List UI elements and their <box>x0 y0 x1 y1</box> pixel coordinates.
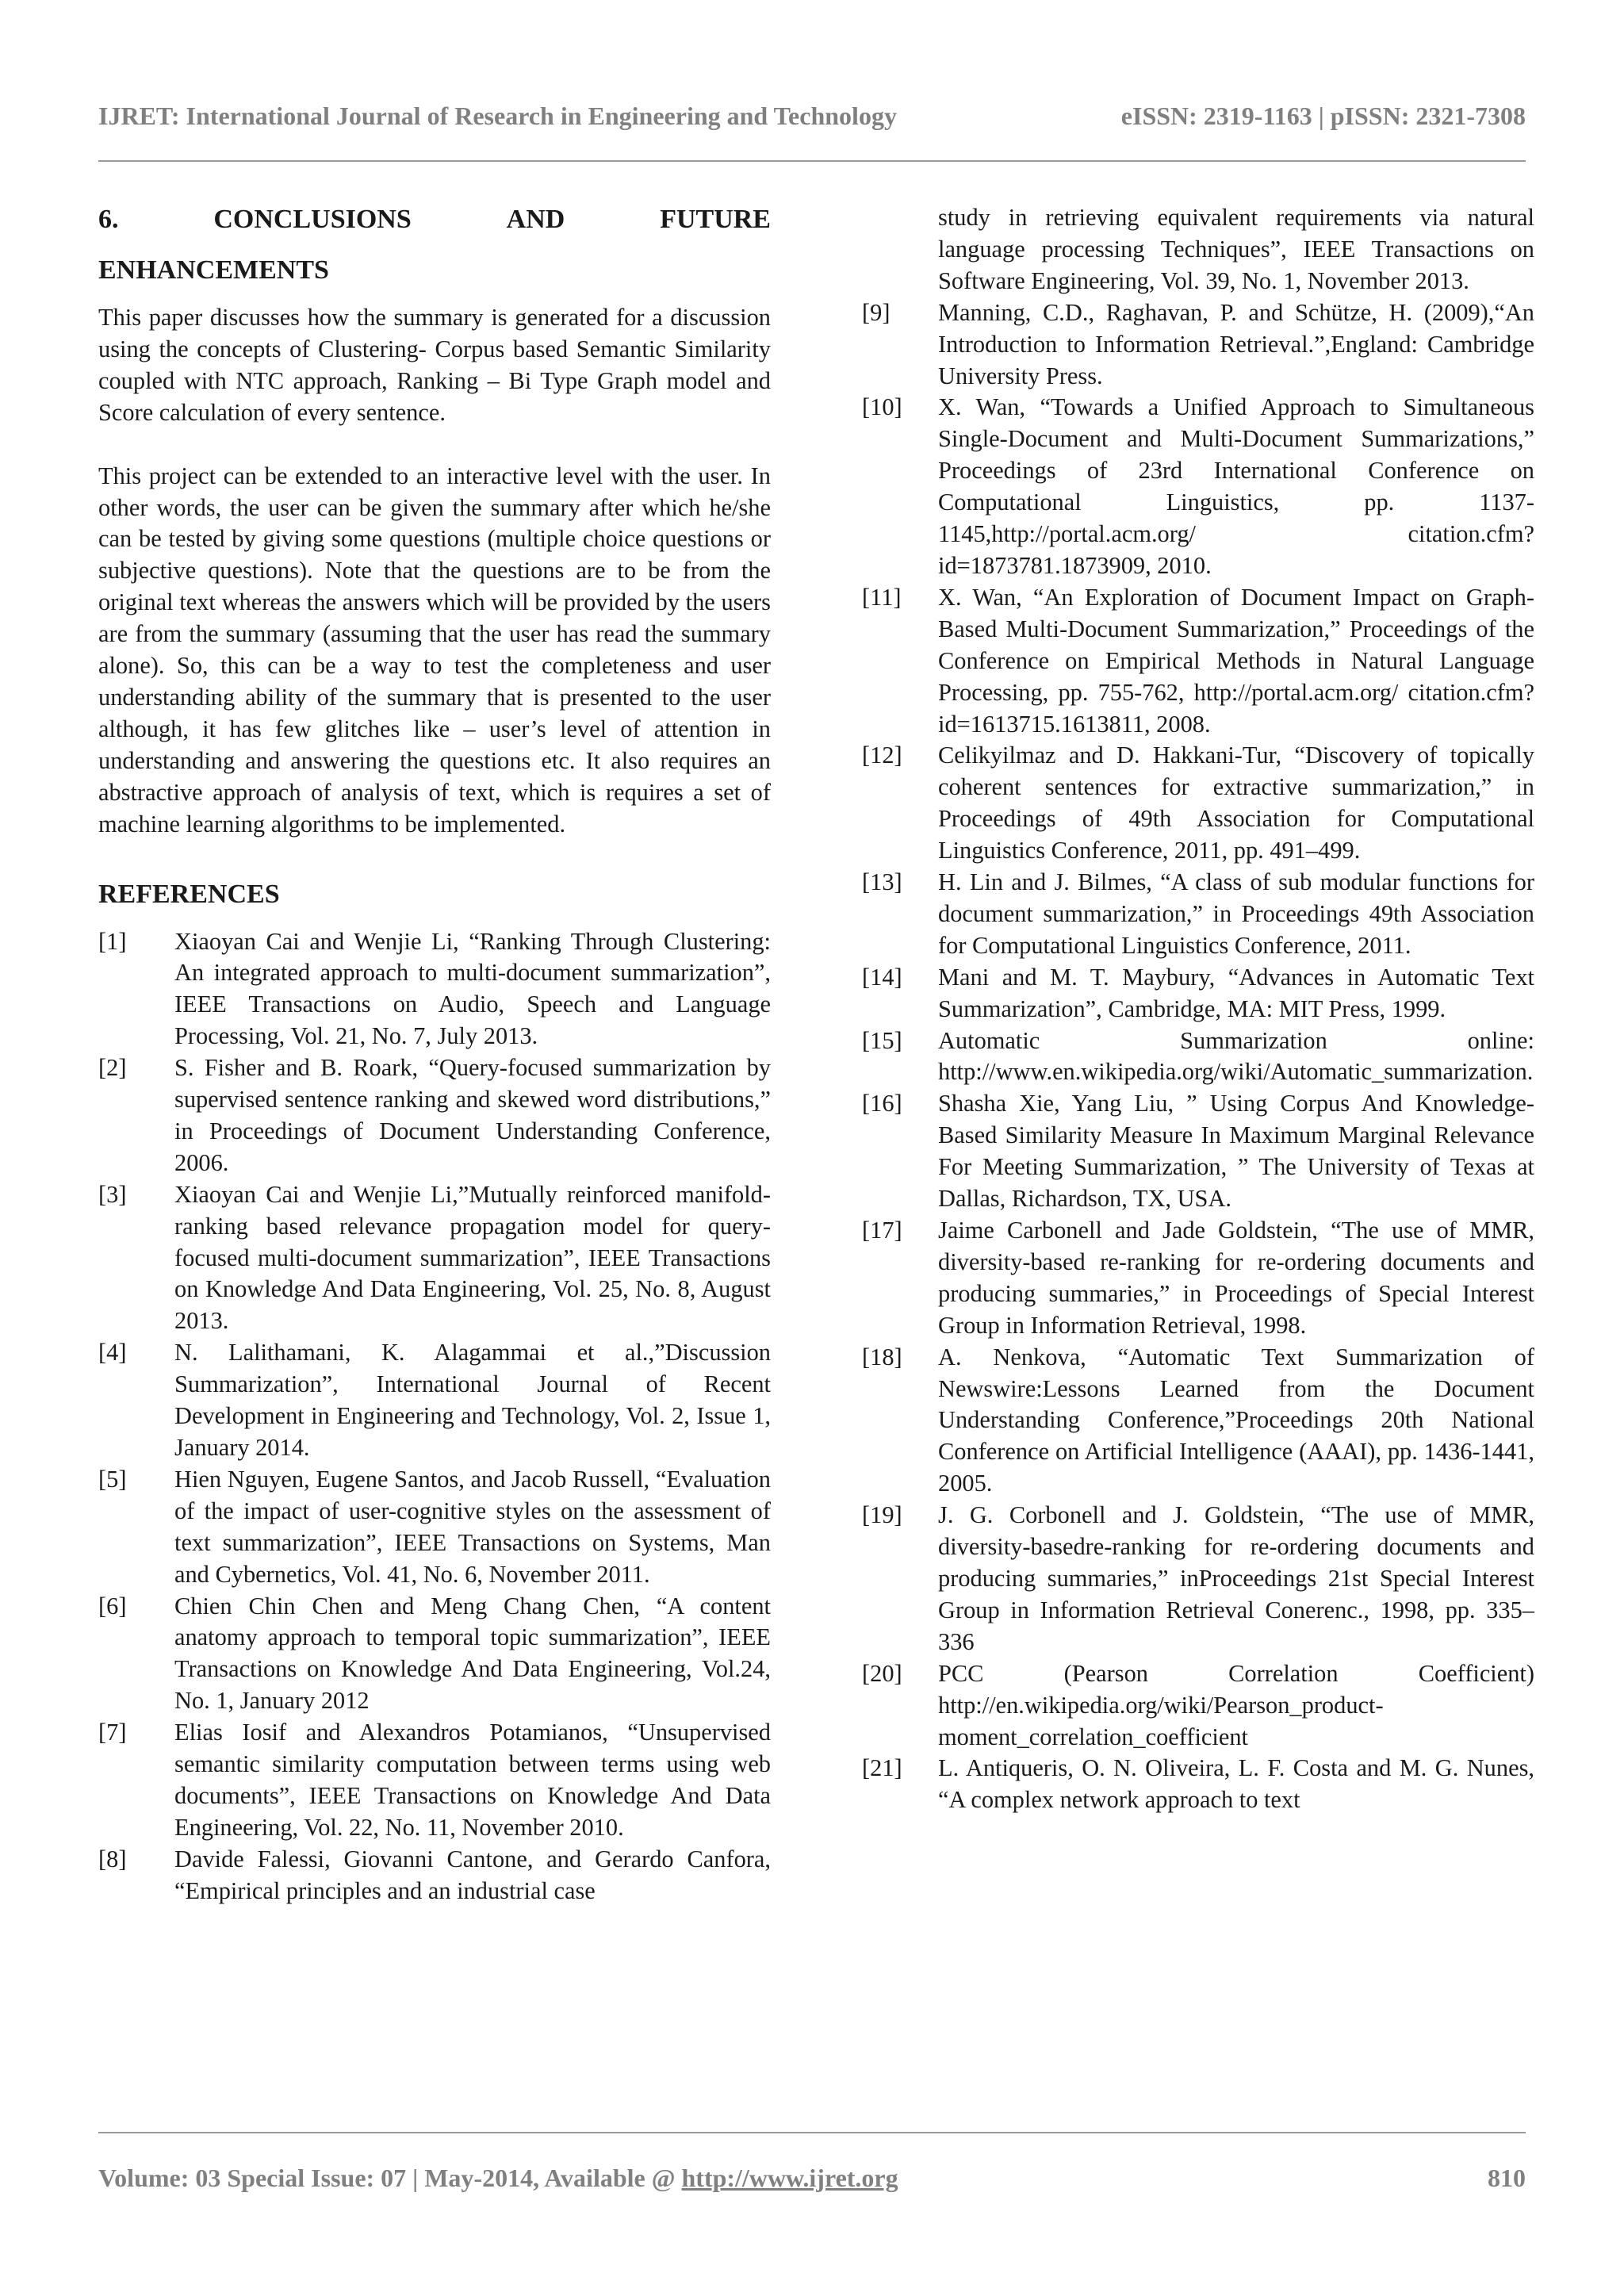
reference-item: [19] J. G. Corbonell and J. Goldstein, “The use of MMR, diversity-basedre-ranking for re-ordering documents and producing summaries,” inProceedings 21st Special Interest Group in Information Retrieval Conerenc., 1998, pp. 335–336 <box>862 1501 1534 1655</box>
reference-item: [21] L. Antiqueris, O. N. Oliveira, L. F. Costa and M. G. Nunes, “A complex network approach to text <box>862 1754 1534 1814</box>
page-header <box>98 97 1526 135</box>
conclusion-paragraph-1: This paper discusses how the summary is generated for a discussion using the concepts of Clustering- Corpus based Semantic Similarity coupled with NTC approach, Ranking – Bi Type Graph model and Score calculation of every sentence. <box>98 304 771 426</box>
reference-item: [3] Xiaoyan Cai and Wenjie Li,”Mutually reinforced manifold-ranking based relevance propagation model for query-focused multi-document summarization”, IEEE Transactions on Knowledge And Data Engineering, Vol. 25, No. 8, August 2013. <box>98 1180 771 1335</box>
reference-item: [4] N. Lalithamani, K. Alagammai et al.,”Discussion Summarization”, International Journal of Recent Development in Engineering and Technology, Vol. 2, Issue 1, January 2014. <box>98 1339 771 1461</box>
conclusion-paragraph-2: This project can be extended to an interactive level with the user. In other words, the user can be given the summary after which he/she can be tested by giving some questions (multiple choice questions or subjective questions). Note that the questions are to be from the original text whereas the answers which will be provided by the users are from the summary (assuming that the user has read the summary alone). So, this can be a way to test the completeness and user understanding ability of the summary that is presented to the user although, it has few glitches like – user’s level of attention in understanding and answering the questions etc. It also requires an abstractive approach of analysis of text, which is requires a set of machine learning algorithms to be implemented. <box>98 462 771 838</box>
left-column <box>98 202 771 1907</box>
reference-item: [1] Xiaoyan Cai and Wenjie Li, “Ranking Through Clustering: An integrated approach to multi-document summarization”, IEEE Transactions on Audio, Speech and Language Processing, Vol. 21, No. 7, July 2013. <box>98 927 771 1050</box>
reference-item: [17] Jaime Carbonell and Jade Goldstein, “The use of MMR, diversity-based re-ranking for re-ordering documents and producing summaries,” in Proceedings of Special Interest Group in Information Retrieval, 1998. <box>862 1217 1534 1339</box>
reference-item: [5] Hien Nguyen, Eugene Santos, and Jacob Russell, “Evaluation of the impact of user-cognitive styles on the assessment of text summarization”, IEEE Transactions on Systems, Man and Cybernetics, Vol. 41, No. 6, November 2011. <box>98 1465 771 1588</box>
reference-continuation: study in retrieving equivalent requirements via natural language processing Techniques”, IEEE Transactions on Software Engineering, Vol. 39, No. 1, November 2013. <box>938 204 1534 294</box>
reference-item: [20] PCC (Pearson Correlation Coefficient) http://en.wikipedia.org/wiki/Pearson_product-moment_correlation_coefficient <box>862 1659 1534 1750</box>
reference-item: [7] Elias Iosif and Alexandros Potamianos, “Unsupervised semantic similarity computation between terms using web documents”, IEEE Transactions on Knowledge And Data Engineering, Vol. 22, No. 11, November 2010. <box>98 1719 771 1841</box>
reference-item: [2] S. Fisher and B. Roark, “Query-focused summarization by supervised sentence ranking and skewed word distributions,” in Proceedings of Document Understanding Conference, 2006. <box>98 1054 771 1176</box>
reference-item: [10] X. Wan, “Towards a Unified Approach to Simultaneous Single-Document and Multi-Document Summarizations,” Proceedings of 23rd International Conference on Computational Linguistics, pp. 1137-1145,http://portal.acm.org/ citation.cfm?id=1873781.1873909, 2010. <box>862 393 1534 579</box>
journal-name: IJRET: International Journal of Research in Engineering and Technology <box>98 101 897 130</box>
reference-item: [13] H. Lin and J. Bilmes, “A class of sub modular functions for document summarization,” in Proceedings 49th Association for Computational Linguistics Conference, 2011. <box>862 868 1534 959</box>
reference-item: [18] A. Nenkova, “Automatic Text Summarization of Newswire:Lessons Learned from the Document Understanding Conference,”Proceedings 20th National Conference on Artificial Intelligence (AAAI), pp. 1436-1441, 2005. <box>862 1343 1534 1497</box>
page-footer <box>98 2159 1526 2197</box>
reference-item: [14] Mani and M. T. Maybury, “Advances in Automatic Text Summarization”, Cambridge, MA: MIT Press, 1999. <box>862 963 1534 1022</box>
reference-item: [9] Manning, C.D., Raghavan, P. and Schütze, H. (2009),“An Introduction to Information Retrieval.”,England: Cambridge University Press. <box>862 298 1534 389</box>
section-heading-line1: 6. CONCLUSIONS AND FUTURE <box>98 205 771 234</box>
reference-item: [6] Chien Chin Chen and Meng Chang Chen, “A content anatomy approach to temporal topic summarization”, IEEE Transactions on Knowledge And Data Engineering, Vol.24, No. 1, January 2012 <box>98 1592 771 1715</box>
footer-volume-info: Volume: 03 Special Issue: 07 | May-2014, Available @ http://www.ijret.org <box>98 2163 898 2192</box>
reference-item: [15] Automatic Summarization online: http://www.en.wikipedia.org/wiki/Automatic_summarization. <box>862 1026 1534 1086</box>
header-divider <box>98 160 1526 162</box>
footer-divider <box>98 2132 1526 2133</box>
issn-info: eISSN: 2319-1163 | pISSN: 2321-7308 <box>1120 101 1526 130</box>
page-number: 810 <box>1488 2163 1526 2192</box>
reference-item: [12] Celikyilmaz and D. Hakkani-Tur, “Discovery of topically coherent sentences for extractive summarization,” in Proceedings of 49th Association for Computational Linguistics Conference, 2011, pp. 491–499. <box>862 742 1534 864</box>
journal-website-link[interactable]: http://www.ijret.org <box>681 2163 898 2192</box>
reference-item: [8] Davide Falessi, Giovanni Cantone, and Gerardo Canfora, “Empirical principles and an industrial case <box>98 1845 771 1904</box>
section-heading-line2: ENHANCEMENTS <box>98 255 329 285</box>
reference-item: [16] Shasha Xie, Yang Liu, ” Using Corpus And Knowledge-Based Similarity Measure In Maximum Marginal Relevance For Meeting Summarization, ” The University of Texas at Dallas, Richardson, TX, USA. <box>862 1090 1534 1213</box>
reference-item: [11] X. Wan, “An Exploration of Document Impact on Graph-Based Multi-Document Summarization,” Proceedings of the Conference on Empirical Methods in Natural Language Processing, pp. 755-762, http://portal.acm.org/ citation.cfm?id=1613715.1613811, 2008. <box>862 583 1534 738</box>
right-column <box>862 202 1534 1816</box>
references-heading: REFERENCES <box>98 879 280 909</box>
